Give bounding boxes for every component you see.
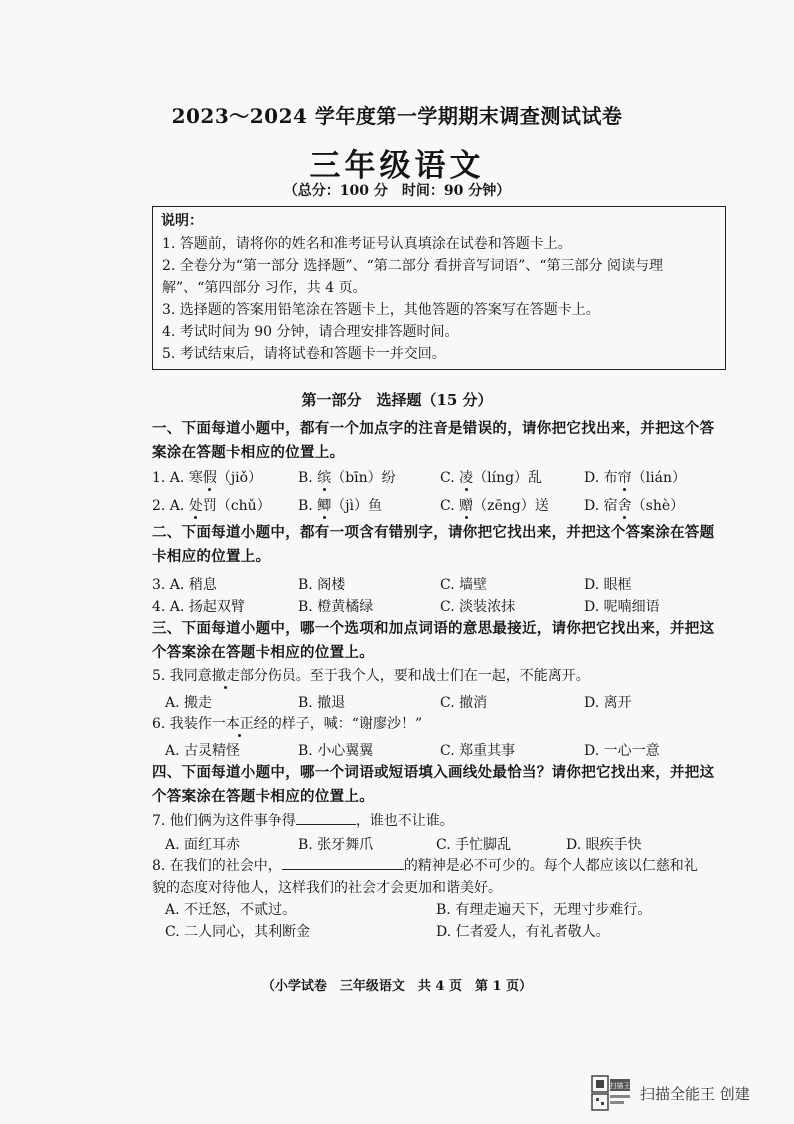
instruction-item-4: 4. 考试时间为 90 分钟，请合理安排答题时间。 xyxy=(162,324,459,340)
q3-option-c: C. 墙壁 xyxy=(440,577,488,593)
q4-option-b: B. 橙黄橘绿 xyxy=(298,599,374,615)
q7-option-a: A. 面红耳赤 xyxy=(165,837,241,853)
q7-option-d: D. 眼疾手快 xyxy=(566,837,642,853)
q7-post: ，谁也不让谁。 xyxy=(355,813,454,829)
q6-post: 的样子，喊：“谢廖沙！” xyxy=(267,716,423,732)
q2-option-b xyxy=(298,495,382,515)
q1-option-d xyxy=(584,467,686,487)
exam-title: 2023～2024 学年度第一学期期末调查测试试卷 xyxy=(171,104,623,128)
q8-option-c: C. 二人同心，其利断金 xyxy=(165,924,311,940)
instructions-title: 说明： xyxy=(161,213,203,229)
instruction-item-2: 2. 全卷分为“第一部分 选择题”、“第二部分 看拼音写词语”、“第三部分 阅读与理解”、“第四部分 习作，共 4 页。 xyxy=(162,258,663,296)
scanner-logo-icon xyxy=(591,1075,631,1111)
q1-a-pre: 1. A. 寒 xyxy=(152,470,203,486)
q2-a-post: 罚（chǔ） xyxy=(202,498,271,514)
q1-a-post: （jiǒ） xyxy=(216,470,263,486)
q2-b-dotted: 鲫 xyxy=(317,495,331,515)
part4-instruction: 四、下面每道小题中，哪一个词语或短语填入画线处最恰当？请你把它找出来，并把这个答案涂在答题卡相应的位置上。 xyxy=(152,764,715,805)
q3-option-b: B. 阁楼 xyxy=(298,577,346,593)
q2-option-d xyxy=(584,495,684,515)
q2-option-a xyxy=(152,495,271,515)
q5-option-c: C. 撤消 xyxy=(440,695,488,711)
q6-option-d: D. 一心一意 xyxy=(584,743,660,759)
q8-option-b: B. 有理走遍天下，无理寸步难行。 xyxy=(436,902,652,918)
q2-option-c xyxy=(440,495,549,515)
q8-stem-line2: 貌的态度对待他人，这样我们的社会才会更加和谐美好。 xyxy=(152,880,502,896)
q1-option-b xyxy=(298,467,396,487)
instructions-box xyxy=(152,206,726,370)
q8-option-d: D. 仁者爱人，有礼者敬人。 xyxy=(436,924,610,940)
q3-option-a: 3. A. 稍息 xyxy=(152,577,217,593)
section-title: 第一部分 选择题（15 分） xyxy=(301,391,493,409)
q1-c-dotted: 凌 xyxy=(459,467,473,487)
q1-c-post: （líng）乱 xyxy=(473,470,543,486)
q6-pre: 6. 我装作 xyxy=(152,716,212,732)
subject-title: 三年级语文 xyxy=(309,148,485,184)
part1-instruction: 一、下面每道小题中，都有一个加点字的注音是错误的，请你把它找出来，并把这个答案涂在答题卡相应的位置上。 xyxy=(152,420,715,461)
q7-pre: 7. 他们俩为这件事争得 xyxy=(152,813,296,829)
score-time-info: （总分：100 分 时间：90 分钟） xyxy=(283,183,511,199)
q1-a-dotted: 假 xyxy=(203,467,217,487)
q3-option-d: D. 眼框 xyxy=(584,577,632,593)
q5-option-d: D. 离开 xyxy=(584,695,632,711)
q1-option-a xyxy=(152,467,262,487)
q5-option-b: B. 撤退 xyxy=(298,695,346,711)
q1-d-post: （lián） xyxy=(631,470,686,486)
q4-option-a: 4. A. 扬起双臂 xyxy=(152,599,245,615)
q2-d-dotted: 舍 xyxy=(618,495,632,515)
q5-dotted: 撤走 xyxy=(212,665,240,685)
q6-option-a: A. 古灵精怪 xyxy=(165,743,241,759)
instruction-item-5: 5. 考试结束后，请将试卷和答题卡一并交回。 xyxy=(162,346,446,362)
q5-pre: 5. 我同意 xyxy=(152,668,212,684)
q2-c-post: （zēng）送 xyxy=(473,498,549,514)
q8-stem xyxy=(152,855,698,875)
q2-a-dotted: 处 xyxy=(189,495,203,515)
q2-b-pre: B. xyxy=(298,498,318,514)
part2-instruction: 二、下面每道小题中，都有一项含有错别字，请你把它找出来，并把这个答案涂在答题卡相应的位置上。 xyxy=(152,524,715,565)
q1-d-dotted: 帘 xyxy=(618,467,632,487)
q8-post: 的精神是必不可少的。每个人都应该以仁慈和礼 xyxy=(403,858,698,874)
q2-c-pre: C. xyxy=(440,498,460,514)
q1-b-dotted: 缤 xyxy=(317,467,331,487)
q7-blank xyxy=(296,812,356,825)
q8-option-a: A. 不迁怒，不贰过。 xyxy=(165,902,297,918)
page-footer: （小学试卷 三年级语文 共 4 页 第 1 页） xyxy=(261,979,533,994)
q5-stem xyxy=(152,665,590,685)
instruction-item-3: 3. 选择题的答案用铅笔涂在答题卡上，其他答题的答案写在答题卡上。 xyxy=(162,302,600,318)
q8-blank xyxy=(282,857,404,870)
q2-d-post: （shè） xyxy=(631,498,685,514)
q5-option-a: A. 搬走 xyxy=(165,695,213,711)
q6-option-c: C. 郑重其事 xyxy=(440,743,516,759)
q2-d-pre: D. 宿 xyxy=(584,498,618,514)
q6-dotted: 一本正经 xyxy=(212,713,268,733)
q1-option-c xyxy=(440,467,542,487)
q1-b-post: （bīn）纷 xyxy=(331,470,396,486)
q7-option-b: B. 张牙舞爪 xyxy=(298,837,374,853)
part3-instruction: 三、下面每道小题中，哪一个选项和加点词语的意思最接近，请你把它找出来，并把这个答案涂在答题卡相应的位置上。 xyxy=(152,620,715,661)
q6-option-b: B. 小心翼翼 xyxy=(298,743,374,759)
q2-c-dotted: 赠 xyxy=(459,495,473,515)
q4-option-d: D. 呢喃细语 xyxy=(584,599,660,615)
q6-stem xyxy=(152,713,422,733)
q1-c-pre: C. xyxy=(440,470,460,486)
q2-a-pre: 2. A. xyxy=(152,498,189,514)
q1-b-pre: B. xyxy=(298,470,318,486)
scanner-logo-text: 扫描王 xyxy=(609,1082,631,1090)
q1-d-pre: D. 布 xyxy=(584,470,618,486)
q7-stem xyxy=(152,810,454,830)
q4-option-c: C. 淡装浓抹 xyxy=(440,599,516,615)
q2-b-post: （jì）鱼 xyxy=(331,498,383,514)
q8-pre: 8. 在我们的社会中， xyxy=(152,858,282,874)
q7-option-c: C. 手忙脚乱 xyxy=(436,837,512,853)
watermark-text: 扫描全能王 创建 xyxy=(640,1085,750,1103)
instruction-item-1: 1. 答题前，请将你的姓名和准考证号认真填涂在试卷和答题卡上。 xyxy=(162,236,572,252)
q5-post: 部分伤员。至于我个人，要和战士们在一起，不能离开。 xyxy=(239,668,590,684)
